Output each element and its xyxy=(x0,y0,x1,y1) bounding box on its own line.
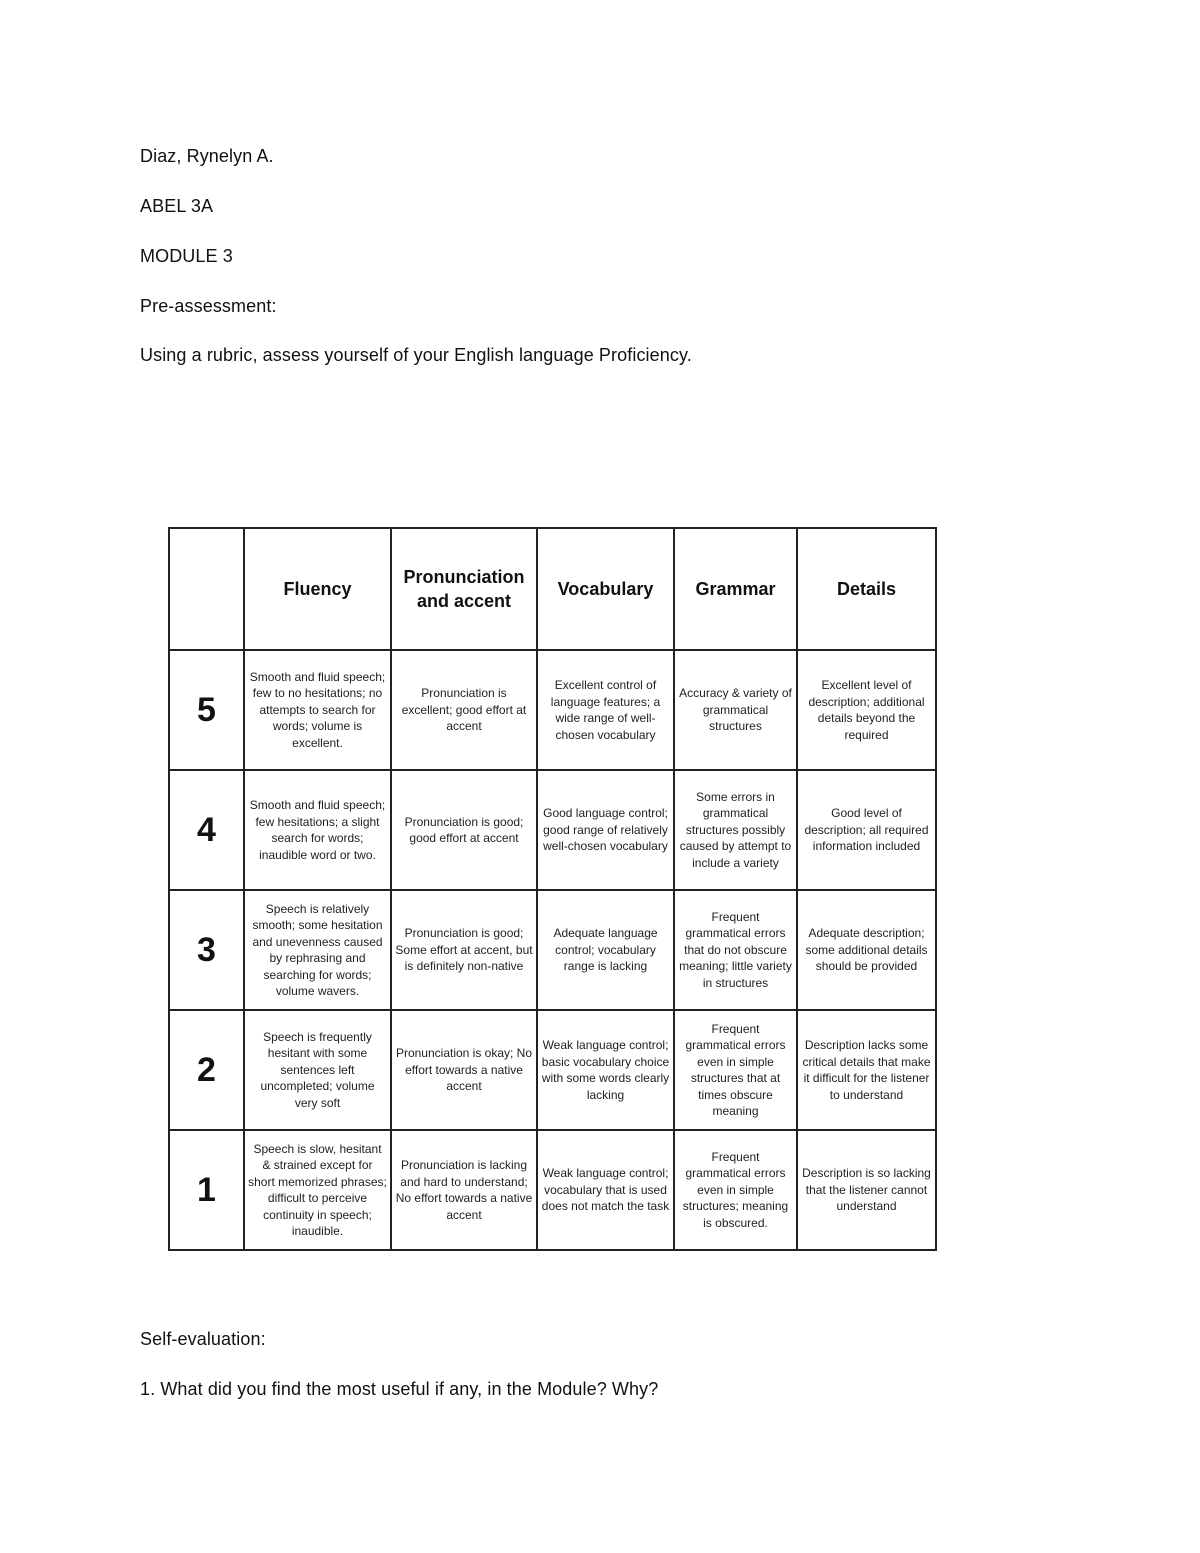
vocabulary-cell: Excellent control of language features; a wide range of well-chosen vocabulary xyxy=(537,650,674,770)
table-row xyxy=(169,1130,936,1250)
grammar-cell: Accuracy & variety of grammatical structures xyxy=(674,650,797,770)
fluency-cell: Smooth and fluid speech; few hesitations; a slight search for words; inaudible word or two. xyxy=(244,770,391,890)
fluency-cell: Speech is slow, hesitant & strained except for short memorized phrases; difficult to perceive continuity in speech; inaudible. xyxy=(244,1130,391,1250)
rubric-header-fluency: Fluency xyxy=(244,528,391,650)
pronunciation-cell: Pronunciation is excellent; good effort at accent xyxy=(391,650,537,770)
pronunciation-cell: Pronunciation is good; Some effort at accent, but is definitely non-native xyxy=(391,890,537,1010)
rubric-header-corner xyxy=(169,528,244,650)
details-cell: Adequate description; some additional details should be provided xyxy=(797,890,936,1010)
question-1: 1. What did you find the most useful if any, in the Module? Why? xyxy=(140,1379,659,1399)
class-section: ABEL 3A xyxy=(140,196,214,216)
vocabulary-cell: Good language control; good range of relatively well-chosen vocabulary xyxy=(537,770,674,890)
details-cell: Description lacks some critical details that make it difficult for the listener to understand xyxy=(797,1010,936,1130)
rubric-score: 4 xyxy=(169,770,244,890)
rubric-header-vocabulary: Vocabulary xyxy=(537,528,674,650)
vocabulary-cell: Weak language control; vocabulary that is used does not match the task xyxy=(537,1130,674,1250)
grammar-cell: Some errors in grammatical structures possibly caused by attempt to include a variety xyxy=(674,770,797,890)
vocabulary-cell: Weak language control; basic vocabulary choice with some words clearly lacking xyxy=(537,1010,674,1130)
rubric-score: 3 xyxy=(169,890,244,1010)
student-name: Diaz, Rynelyn A. xyxy=(140,146,274,166)
pronunciation-cell: Pronunciation is okay; No effort towards a native accent xyxy=(391,1010,537,1130)
table-row xyxy=(169,890,936,1010)
rubric-score: 2 xyxy=(169,1010,244,1130)
rubric-table xyxy=(168,527,937,1251)
table-row xyxy=(169,650,936,770)
pre-assessment-label: Pre-assessment: xyxy=(140,296,277,316)
fluency-cell: Speech is frequently hesitant with some sentences left uncompleted; volume very soft xyxy=(244,1010,391,1130)
details-cell: Good level of description; all required information included xyxy=(797,770,936,890)
details-cell: Excellent level of description; additional details beyond the required xyxy=(797,650,936,770)
fluency-cell: Smooth and fluid speech; few to no hesitations; no attempts to search for words; volume is excellent. xyxy=(244,650,391,770)
instruction-text: Using a rubric, assess yourself of your English language Proficiency. xyxy=(140,345,692,365)
rubric-score: 5 xyxy=(169,650,244,770)
self-evaluation-label: Self-evaluation: xyxy=(140,1329,266,1349)
details-cell: Description is so lacking that the listener cannot understand xyxy=(797,1130,936,1250)
grammar-cell: Frequent grammatical errors that do not obscure meaning; little variety in structures xyxy=(674,890,797,1010)
rubric-header-details: Details xyxy=(797,528,936,650)
module-title: MODULE 3 xyxy=(140,246,233,266)
rubric-header-row xyxy=(169,528,936,650)
rubric-header-grammar: Grammar xyxy=(674,528,797,650)
table-row xyxy=(169,770,936,890)
rubric-header-pronunciation: Pronunciation and accent xyxy=(391,528,537,650)
vocabulary-cell: Adequate language control; vocabulary range is lacking xyxy=(537,890,674,1010)
fluency-cell: Speech is relatively smooth; some hesitation and unevenness caused by rephrasing and searching for words; volume wavers. xyxy=(244,890,391,1010)
grammar-cell: Frequent grammatical errors even in simple structures; meaning is obscured. xyxy=(674,1130,797,1250)
rubric-score: 1 xyxy=(169,1130,244,1250)
grammar-cell: Frequent grammatical errors even in simple structures that at times obscure meaning xyxy=(674,1010,797,1130)
table-row xyxy=(169,1010,936,1130)
pronunciation-cell: Pronunciation is good; good effort at accent xyxy=(391,770,537,890)
pronunciation-cell: Pronunciation is lacking and hard to understand; No effort towards a native accent xyxy=(391,1130,537,1250)
